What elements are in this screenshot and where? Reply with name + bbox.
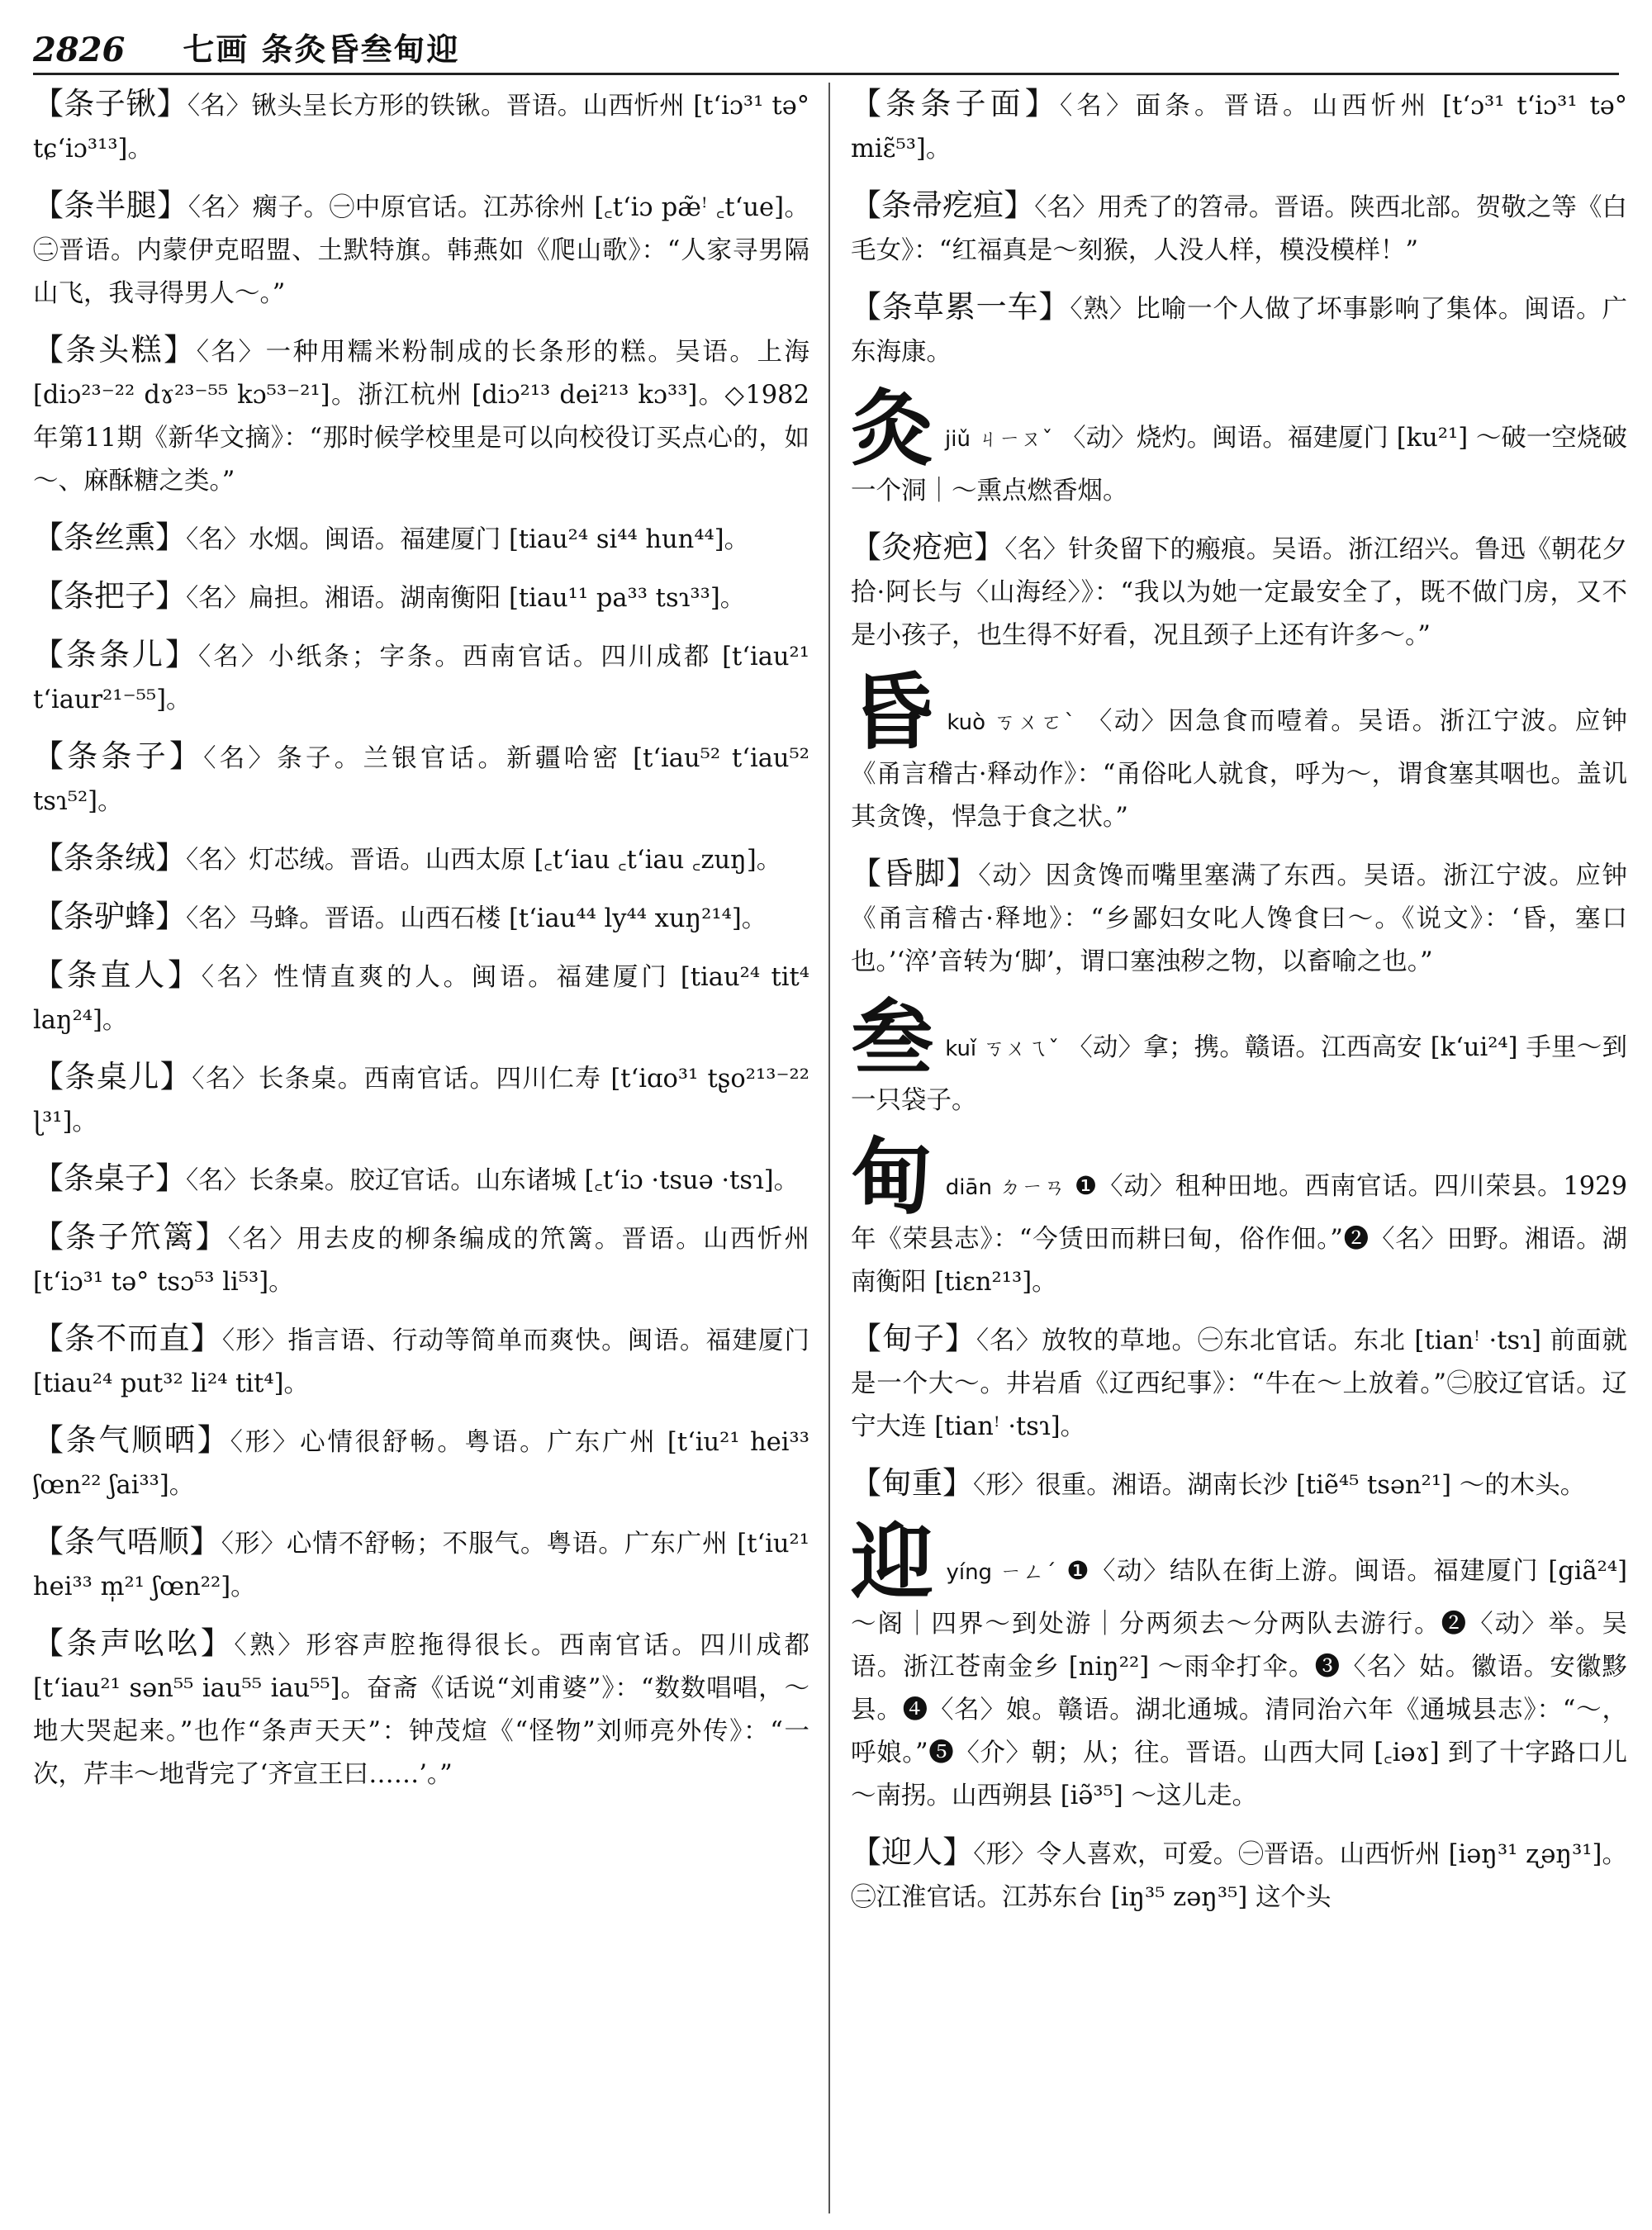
dictionary-entry	[851, 184, 1627, 273]
character-entry	[851, 380, 1627, 513]
character-entry	[851, 1128, 1627, 1304]
entry-definition: 〈熟〉比喻一个人做了坏事影响了集体。闽语。广东海康。	[851, 295, 1627, 367]
page-number: 2826	[33, 31, 126, 69]
entry-definition: 〈形〉很重。湘语。湖南长沙 [tiẽ⁴⁵ tsən²¹] ～的木头。	[973, 1471, 1586, 1500]
headword-character: 昏	[851, 663, 936, 761]
entry-definition: 〈名〉性情直爽的人。闽语。福建厦门 [tiau²⁴ tit⁴ laŋ²⁴]。	[33, 963, 809, 1035]
dictionary-entry	[33, 1157, 809, 1203]
entry-headword: 【条条绒】	[33, 840, 186, 875]
entry-definition: 〈名〉锹头呈长方形的铁锹。晋语。山西忻州 [t‘iɔ³¹ tə° tɕ‘iɔ³¹³]。	[33, 92, 809, 164]
dictionary-entry	[33, 1216, 809, 1304]
character-entry	[851, 663, 1627, 839]
entry-definition: 〈动〉拿；携。赣语。江西高安 [k‘ui²⁴] 手里～到一只袋子。	[851, 1033, 1627, 1115]
entry-headword: 【迎人】	[851, 1834, 974, 1870]
character-entry	[851, 1513, 1627, 1818]
entry-headword: 【条丝熏】	[33, 520, 186, 555]
dictionary-entry	[33, 1056, 809, 1144]
dictionary-entry	[851, 1462, 1627, 1507]
entry-headword: 【条不而直】	[33, 1321, 222, 1356]
dictionary-entry	[33, 329, 809, 503]
entry-definition: 〈名〉一种用糯米粉制成的长条形的糕。吴语。上海 [diɔ²³⁻²² dɤ²³⁻⁵⁵ kɔ⁵³⁻²¹]。浙江杭州 [diɔ²¹³ dei²¹³ kɔ³³]。◇1982年第11期《新华文摘》：“那时候学校里是可以向校役订买点心的，如～、麻酥糖之类。”	[33, 338, 809, 496]
entry-headword: 【条直人】	[33, 957, 202, 993]
entry-definition: 〈名〉面条。晋语。山西忻州 [t‘ɔ³¹ t‘iɔ³¹ tə° miɛ̃⁵³]。	[851, 92, 1627, 164]
dictionary-entry	[851, 852, 1627, 984]
column-divider	[828, 83, 830, 2213]
entry-headword: 【条气顺晒】	[33, 1422, 230, 1458]
entry-headword: 【条桌儿】	[33, 1059, 192, 1094]
entry-headword: 【条气唔顺】	[33, 1524, 221, 1559]
entry-headword: 【条把子】	[33, 578, 186, 614]
dictionary-entry	[33, 735, 809, 823]
dictionary-entry	[33, 575, 809, 620]
dictionary-entry	[33, 1521, 809, 1609]
entry-headword: 【条条子】	[33, 738, 204, 774]
entry-definition: 〈名〉小纸条；字条。西南官话。四川成都 [t‘iau²¹ t‘iaur²¹⁻⁵⁵]。	[33, 643, 809, 714]
entry-definition: 〈名〉长条桌。西南官话。四川仁寿 [t‘iɑo³¹ tʂo²¹³⁻²² ɭ³¹]。	[33, 1065, 809, 1136]
entry-definition: 〈动〉因急食而噎着。吴语。浙江宁波。应钟《甬言稽古·释动作》：“甬俗叱人就食，呼为～，谓食塞其咽也。盖讥其贪馋，悍急于食之状。”	[851, 707, 1627, 832]
entry-headword: 【条帚疙疸】	[851, 187, 1035, 223]
entry-headword: 【条草累一车】	[851, 289, 1070, 325]
entry-definition: 〈名〉瘸子。㊀中原官话。江苏徐州 [꜀t‘iɔ pæ̃ꜝ ꜀t‘ue]。㊁晋语。内蒙伊克昭盟、土默特旗。韩燕如《爬山歌》：“人家寻男隔山飞，我寻得男人～。”	[33, 193, 809, 308]
entry-definition: 〈动〉因贪馋而嘴里塞满了东西。吴语。浙江宁波。应钟《甬言稽古·释地》：“乡鄙妇女叱人馋食曰～。《说文》：‘昏，塞口也。’‘淬’音转为‘脚’，谓口塞浊秽之物，以畜喻之也。”	[851, 861, 1627, 976]
right-column	[851, 83, 1627, 2213]
entry-definition: ❶〈动〉结队在街上游。闽语。福建厦门 [giã²⁴] ～阁｜四界～到处游｜分两须去～分两队去游行。❷〈动〉举。吴语。浙江苍南金乡 [niŋ²²] ～雨伞打伞。❸〈名〉姑。徽语。安徽黟县。❹〈名〉娘。赣语。湖北通城。清同治六年《通城县志》：“～，呼娘。”❺〈介〉朝；从；往。晋语。山西大同 [꜀iəɤ] 到了十字路口儿～南拐。山西朔县 [iə̃³⁵] ～这儿走。	[851, 1557, 1627, 1810]
pronunciation: diān ㄉㄧㄢ	[945, 1175, 1066, 1200]
entry-headword: 【条头糕】	[33, 332, 197, 368]
entry-headword: 【条桌子】	[33, 1160, 186, 1196]
pronunciation: kuǐ ㄎㄨㄟˇ	[945, 1037, 1060, 1061]
entry-headword: 【条条儿】	[33, 637, 199, 672]
dictionary-entry	[33, 516, 809, 562]
entry-definition: 〈名〉用去皮的柳条编成的笊篱。晋语。山西忻州 [t‘iɔ³¹ tə° tsɔ⁵³ li⁵³]。	[33, 1225, 809, 1297]
entry-headword: 【甸子】	[851, 1321, 976, 1356]
dictionary-entry	[851, 1317, 1627, 1449]
page-header	[33, 20, 1619, 69]
entry-headword: 【条半腿】	[33, 187, 188, 223]
entry-definition: 〈名〉针灸留下的瘢痕。吴语。浙江绍兴。鲁迅《朝花夕拾·阿长与〈山海经〉》：“我以为她一定最安全了，既不做门房，又不是小孩子，也生得不好看，况且颈子上还有许多～。”	[851, 535, 1627, 650]
entry-definition: 〈熟〉形容声腔拖得很长。西南官话。四川成都 [t‘iau²¹ sən⁵⁵ iau⁵⁵ iau⁵⁵]。奋斋《话说“刘甫婆”》：“数数唱唱，～地大哭起来。”也作“条声天天”：钟茂煊《“怪物”刘师亮外传》：“一次，芹丰～地背完了‘齐宣王曰……’。”	[33, 1631, 809, 1789]
entry-definition: 〈名〉水烟。闽语。福建厦门 [tiau²⁴ si⁴⁴ hun⁴⁴]。	[186, 525, 750, 554]
dictionary-entry	[33, 895, 809, 941]
dictionary-entry	[33, 83, 809, 171]
entry-definition: 〈形〉令人喜欢，可爱。㊀晋语。山西忻州 [iəŋ³¹ ʐəŋ³¹]。㊁江淮官话。江苏东台 [iŋ³⁵ zəŋ³⁵] 这个头	[851, 1840, 1627, 1912]
entry-definition: 〈名〉放牧的草地。㊀东北官话。东北 [tianꜝ ·tsɿ] 前面就是一个大～。井岩盾《辽西纪事》：“牛在～上放着。”㊁胶辽官话。辽宁大连 [tianꜝ ·tsɿ]。	[851, 1326, 1627, 1441]
entry-definition: 〈名〉用秃了的笤帚。晋语。陕西北部。贺敬之等《白毛女》：“红福真是～刻猴，人没人样，模没模样！”	[851, 193, 1627, 265]
dictionary-entry	[33, 954, 809, 1042]
entry-definition: 〈动〉烧灼。闽语。福建厦门 [ku²¹] ～破一空烧破一个洞｜～熏点燃香烟。	[851, 424, 1627, 505]
dictionary-entry	[33, 1317, 809, 1406]
headword-character: 迎	[851, 1513, 935, 1611]
entry-headword: 【条子笊篱】	[33, 1219, 228, 1255]
entry-definition: 〈形〉心情不舒畅；不服气。粤语。广东广州 [t‘iu²¹ hei³³ m̩²¹ ʃœn²²]。	[33, 1530, 809, 1601]
entry-definition: 〈名〉扁担。湘语。湖南衡阳 [tiau¹¹ pa³³ tsɿ³³]。	[186, 584, 746, 613]
left-column	[33, 83, 809, 2213]
pronunciation: kuò ㄎㄨㄛˋ	[947, 710, 1077, 735]
header-rule	[33, 73, 1619, 75]
dictionary-entry	[33, 633, 809, 722]
entry-headword: 【条声吆吆】	[33, 1625, 235, 1661]
entry-headword: 【灸疮疤】	[851, 529, 1005, 565]
entry-definition: 〈名〉灯芯绒。晋语。山西太原 [꜀t‘iau ꜀t‘iau ꜀zuŋ]。	[186, 846, 782, 875]
entry-headword: 【条条子面】	[851, 86, 1060, 121]
entry-definition: 〈名〉马蜂。晋语。山西石楼 [t‘iau⁴⁴ ly⁴⁴ xuŋ²¹⁴]。	[186, 904, 767, 933]
character-entry	[851, 989, 1627, 1122]
dictionary-entry	[851, 83, 1627, 171]
entry-definition: 〈名〉条子。兰银官话。新疆哈密 [t‘iau⁵² t‘iau⁵² tsɿ⁵²]。	[33, 744, 809, 816]
dictionary-entry	[851, 526, 1627, 657]
entry-headword: 【甸重】	[851, 1465, 973, 1501]
dictionary-entry	[33, 1622, 809, 1796]
pronunciation: jiǔ ㄐㄧㄡˇ	[945, 427, 1053, 452]
dictionary-entry	[33, 1419, 809, 1507]
pronunciation: yíng ㄧㄥˊ	[946, 1560, 1058, 1585]
entry-definition: 〈名〉长条桌。胶辽官话。山东诸城 [꜀t‘iɔ ·tsuə ·tsɿ]。	[186, 1166, 800, 1195]
entry-definition: 〈形〉心情很舒畅。粤语。广东广州 [t‘iu²¹ hei³³ ʃœn²² ʃai³³]。	[33, 1428, 809, 1500]
dictionary-entry	[33, 184, 809, 316]
headword-character: 灸	[851, 380, 934, 477]
entry-headword: 【条子锹】	[33, 86, 188, 121]
entry-definition: ❶〈动〉租种田地。西南官话。四川荣县。1929年《荣县志》：“今赁田而耕曰甸，俗作佃。”❷〈名〉田野。湘语。湖南衡阳 [tiɛn²¹³]。	[851, 1172, 1627, 1297]
section-title: 七画 条灸昏叁甸迎	[183, 31, 460, 68]
headword-character: 叁	[851, 989, 934, 1087]
dictionary-entry	[33, 837, 809, 882]
dictionary-entry	[851, 286, 1627, 374]
entry-headword: 【昏脚】	[851, 856, 979, 891]
entry-headword: 【条驴蜂】	[33, 899, 186, 934]
headword-character: 甸	[851, 1128, 934, 1226]
dictionary-entry	[851, 1831, 1627, 1919]
entry-definition: 〈形〉指言语、行动等简单而爽快。闽语。福建厦门 [tiau²⁴ put³² li²⁴ tit⁴]。	[33, 1326, 809, 1398]
